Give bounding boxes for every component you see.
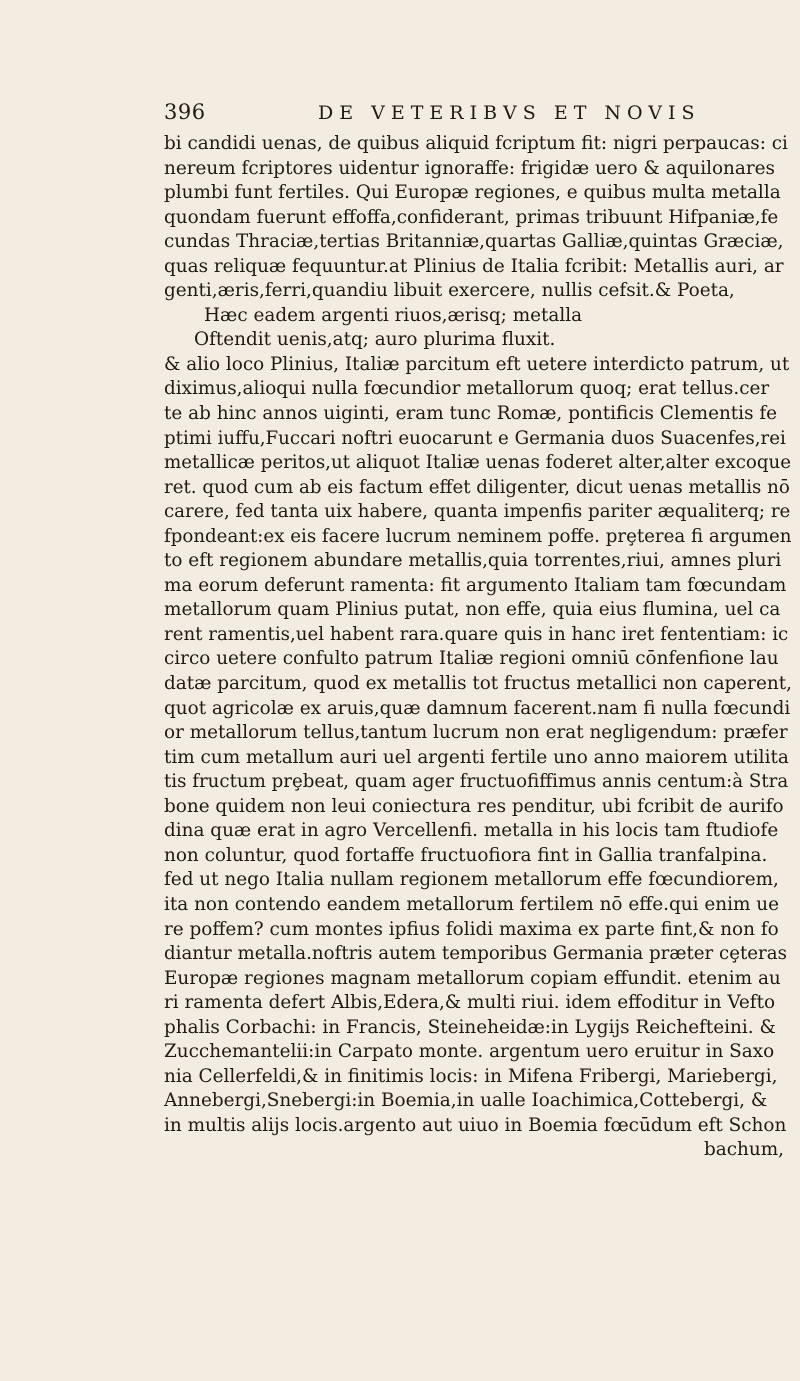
text-line: in multis alijs locis.argento aut uiuo in Boemia fœcūdum eft Schon bbox=[164, 1114, 787, 1136]
catchword-line: bachum, bbox=[703, 1139, 784, 1161]
text-line: fpondeant:ex eis facere lucrum neminem poffe. prȩterea fi argumen bbox=[164, 525, 792, 547]
running-title: DE VETERIBVS ET NOVIS bbox=[318, 102, 701, 124]
text-line: datæ parcitum, quod ex metallis tot fructus metallici non caperent, bbox=[164, 673, 792, 695]
text-line: nereum fcriptores uidentur ignoraffe: frigidæ uero & aquilonares bbox=[164, 157, 775, 179]
text-line: metallicæ peritos,ut aliquot Italiæ uenas foderet alter,alter excoque bbox=[164, 452, 791, 474]
text-line: ret. quod cum ab eis factum effet diligenter, dicut uenas metallis nō bbox=[164, 476, 790, 498]
text-line: metallorum quam Plinius putat, non effe, quia eius flumina, uel ca bbox=[164, 599, 781, 621]
text-line: dina quæ erat in agro Vercellenfi. metalla in his locis tam ftudiofe bbox=[164, 820, 779, 842]
text-line: Zucchemantelii:in Carpato monte. argentum uero eruitur in Saxo bbox=[164, 1041, 775, 1063]
text-line: cundas Thraciæ,tertias Britanniæ,quartas Galliæ,quintas Græciæ, bbox=[164, 231, 784, 253]
text-line: te ab hinc annos uiginti, eram tunc Romæ, pontificis Clementis fe bbox=[164, 403, 778, 425]
text-line: bone quidem non leui coniectura res penditur, ubi fcribit de aurifo bbox=[164, 795, 784, 817]
text-line: diantur metalla.noftris autem temporibus Germania præter cȩteras bbox=[164, 943, 787, 965]
text-line: to eft regionem abundare metallis,quia torrentes,riui, amnes pluri bbox=[164, 550, 782, 572]
text-line: bi candidi uenas, de quibus aliquid fcriptum fit: nigri perpaucas: ci bbox=[164, 133, 788, 154]
text-line: quas reliquæ fequuntur.at Plinius de Italia fcribit: Metallis auri, ar bbox=[164, 255, 784, 277]
text-line: plumbi funt fertiles. Qui Europæ regiones, e quibus multa metalla bbox=[164, 182, 781, 204]
text-line: quot agricolæ ex aruis,quæ damnum facerent.nam fi nulla fœcundi bbox=[164, 697, 791, 719]
text-line: & alio loco Plinius, Italiæ parcitum eft uetere interdicto patrum, ut bbox=[164, 353, 790, 375]
text-line: tis fructum prȩbeat, quam ager fructuofiffimus annis centum:à Stra bbox=[164, 771, 789, 793]
text-line: nia Cellerfeldi,& in finitimis locis: in Mifena Fribergi, Mariebergi, bbox=[164, 1065, 778, 1087]
text-line: non coluntur, quod fortaffe fructuofiora fint in Gallia tranfalpina. bbox=[164, 844, 768, 866]
text-line: circo uetere confulto patrum Italiæ regioni omniū cōnfenfione lau bbox=[164, 648, 779, 670]
text-line: Annebergi,Snebergi:in Boemia,in ualle Ioachimica,Cottebergi, & bbox=[164, 1090, 768, 1112]
text-line: ri ramenta defert Albis,Edera,& multi riui. idem effoditur in Vefto bbox=[164, 992, 776, 1014]
text-line: rent ramentis,uel habent rara.quare quis in hanc iret fententiam: ic bbox=[164, 623, 789, 645]
text-line: tim cum metallum auri uel argenti fertile uno anno maiorem utilita bbox=[164, 746, 789, 768]
text-line: phalis Corbachi: in Francis, Steineheidæ:in Lygijs Reichefteini. & bbox=[164, 1016, 776, 1038]
body-text bbox=[164, 132, 792, 1163]
text-line: Europæ regiones magnam metallorum copiam effundit. etenim au bbox=[164, 967, 781, 989]
text-line: quondam fuerunt effoffa,confiderant, primas tribuunt Hifpaniæ,fe bbox=[164, 206, 779, 228]
text-line: fed ut nego Italia nullam regionem metallorum effe fœcundiorem, bbox=[164, 869, 779, 891]
verse-line: Hæc eadem argenti riuos,ærisq; metalla bbox=[204, 304, 583, 326]
text-line: re poffem? cum montes ipfius folidi maxima ex parte fint,& non fo bbox=[164, 918, 779, 940]
text-line: ma eorum deferunt ramenta: fit argumento Italiam tam fœcundam bbox=[164, 574, 787, 596]
text-line: ptimi iuffu,Fuccari noftri euocarunt e Germania duos Suacenfes,rei bbox=[164, 427, 786, 449]
page-header bbox=[164, 100, 792, 132]
text-line: carere, fed tanta uix habere, quanta impenfis pariter æqualiterq; re bbox=[164, 501, 791, 523]
text-line: diximus,alioqui nulla fœcundior metallorum quoq; erat tellus.cer bbox=[164, 378, 770, 400]
verse-line: Oftendit uenis,atq; auro plurima fluxit. bbox=[194, 329, 556, 351]
text-line: genti,æris,ferri,quandiu libuit exercere, nullis cefsit.& Poeta, bbox=[164, 280, 735, 302]
page-number: 396 bbox=[164, 100, 206, 124]
text-line: ita non contendo eandem metallorum fertilem nō effe.qui enim ue bbox=[164, 893, 779, 915]
text-line: or metallorum tellus,tantum lucrum non erat negligendum: præfer bbox=[164, 722, 788, 744]
